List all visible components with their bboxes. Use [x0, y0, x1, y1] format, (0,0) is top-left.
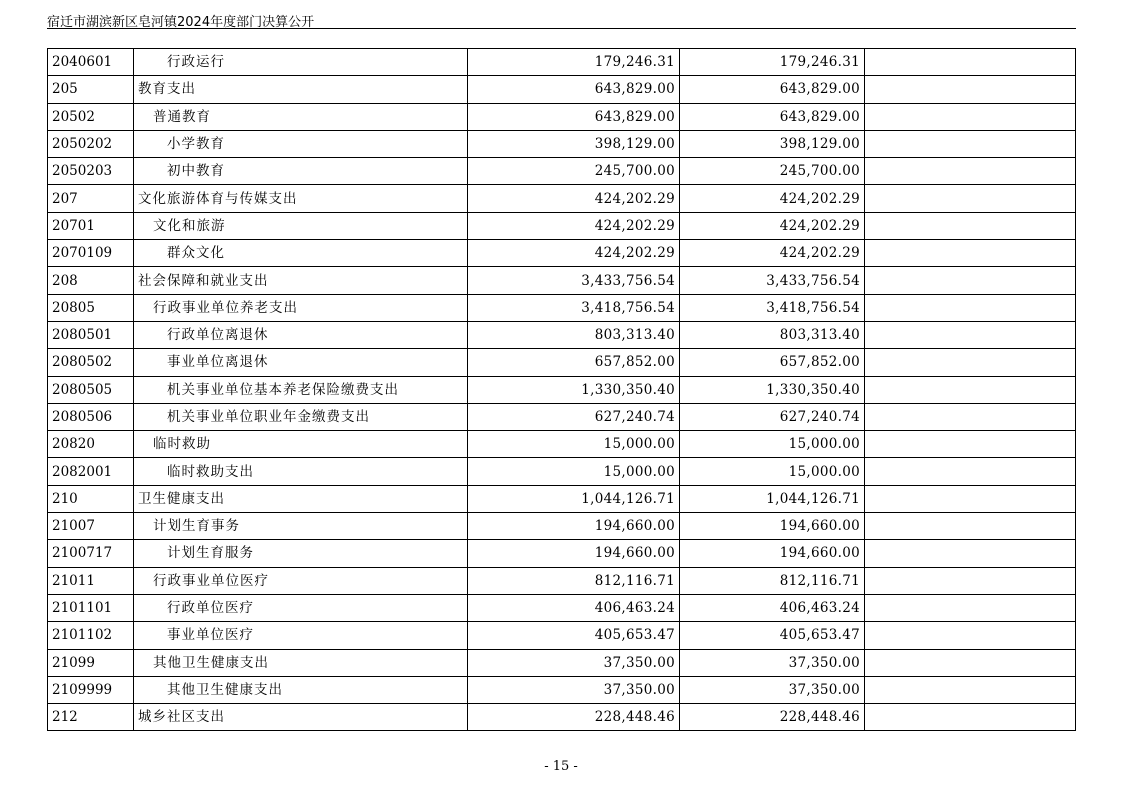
row-name-cell: 其他卫生健康支出 — [134, 676, 468, 703]
row-total-cell: 803,313.40 — [468, 321, 680, 348]
row-total-cell: 398,129.00 — [468, 130, 680, 157]
table-row — [48, 103, 1076, 130]
row-basic-cell: 228,448.46 — [680, 704, 865, 731]
row-total-cell: 657,852.00 — [468, 349, 680, 376]
row-name-cell: 临时救助支出 — [134, 458, 468, 485]
row-project-cell — [865, 158, 1076, 185]
row-code-cell: 2080506 — [48, 403, 134, 430]
row-basic-cell: 194,660.00 — [680, 540, 865, 567]
row-code-cell: 2080505 — [48, 376, 134, 403]
row-code-cell: 20502 — [48, 103, 134, 130]
table-row — [48, 321, 1076, 348]
row-project-cell — [865, 267, 1076, 294]
row-name-cell: 行政事业单位养老支出 — [134, 294, 468, 321]
row-name-cell: 计划生育服务 — [134, 540, 468, 567]
row-basic-cell: 1,044,126.71 — [680, 485, 865, 512]
row-basic-cell: 424,202.29 — [680, 185, 865, 212]
row-project-cell — [865, 649, 1076, 676]
row-basic-cell: 37,350.00 — [680, 676, 865, 703]
row-project-cell — [865, 212, 1076, 239]
row-code-cell: 2101102 — [48, 622, 134, 649]
row-total-cell: 643,829.00 — [468, 103, 680, 130]
table-row — [48, 158, 1076, 185]
row-code-cell: 2082001 — [48, 458, 134, 485]
row-code-cell: 2050203 — [48, 158, 134, 185]
row-name-cell: 机关事业单位职业年金缴费支出 — [134, 403, 468, 430]
row-basic-cell: 657,852.00 — [680, 349, 865, 376]
table-row — [48, 540, 1076, 567]
row-total-cell: 643,829.00 — [468, 76, 680, 103]
row-code-cell: 212 — [48, 704, 134, 731]
row-code-cell: 2109999 — [48, 676, 134, 703]
table-row — [48, 513, 1076, 540]
row-name-cell: 群众文化 — [134, 240, 468, 267]
row-project-cell — [865, 622, 1076, 649]
row-basic-cell: 15,000.00 — [680, 458, 865, 485]
row-project-cell — [865, 321, 1076, 348]
expenditure-table — [47, 48, 1076, 731]
row-basic-cell: 424,202.29 — [680, 212, 865, 239]
row-project-cell — [865, 130, 1076, 157]
row-code-cell: 208 — [48, 267, 134, 294]
row-code-cell: 20701 — [48, 212, 134, 239]
row-name-cell: 卫生健康支出 — [134, 485, 468, 512]
row-basic-cell: 37,350.00 — [680, 649, 865, 676]
row-code-cell: 20820 — [48, 431, 134, 458]
row-basic-cell: 1,330,350.40 — [680, 376, 865, 403]
header-rule — [47, 28, 1076, 29]
row-total-cell: 15,000.00 — [468, 458, 680, 485]
row-basic-cell: 424,202.29 — [680, 240, 865, 267]
row-project-cell — [865, 485, 1076, 512]
row-code-cell: 2100717 — [48, 540, 134, 567]
table-row — [48, 594, 1076, 621]
row-name-cell: 计划生育事务 — [134, 513, 468, 540]
row-total-cell: 627,240.74 — [468, 403, 680, 430]
row-basic-cell: 398,129.00 — [680, 130, 865, 157]
row-code-cell: 210 — [48, 485, 134, 512]
row-name-cell: 教育支出 — [134, 76, 468, 103]
expenditure-table-body — [48, 49, 1076, 731]
row-project-cell — [865, 431, 1076, 458]
row-basic-cell: 406,463.24 — [680, 594, 865, 621]
row-total-cell: 812,116.71 — [468, 567, 680, 594]
row-total-cell: 1,330,350.40 — [468, 376, 680, 403]
row-total-cell: 3,433,756.54 — [468, 267, 680, 294]
row-name-cell: 行政单位离退休 — [134, 321, 468, 348]
row-project-cell — [865, 294, 1076, 321]
row-project-cell — [865, 403, 1076, 430]
table-row — [48, 649, 1076, 676]
row-name-cell: 事业单位离退休 — [134, 349, 468, 376]
row-basic-cell: 194,660.00 — [680, 513, 865, 540]
row-code-cell: 2101101 — [48, 594, 134, 621]
row-project-cell — [865, 513, 1076, 540]
row-total-cell: 245,700.00 — [468, 158, 680, 185]
row-project-cell — [865, 49, 1076, 76]
row-total-cell: 424,202.29 — [468, 185, 680, 212]
table-row — [48, 403, 1076, 430]
row-code-cell: 2040601 — [48, 49, 134, 76]
row-project-cell — [865, 185, 1076, 212]
row-total-cell: 424,202.29 — [468, 212, 680, 239]
row-project-cell — [865, 240, 1076, 267]
row-basic-cell: 15,000.00 — [680, 431, 865, 458]
table-row — [48, 676, 1076, 703]
table-row — [48, 267, 1076, 294]
table-row — [48, 622, 1076, 649]
row-basic-cell: 627,240.74 — [680, 403, 865, 430]
row-name-cell: 文化旅游体育与传媒支出 — [134, 185, 468, 212]
row-project-cell — [865, 376, 1076, 403]
row-project-cell — [865, 567, 1076, 594]
row-basic-cell: 643,829.00 — [680, 76, 865, 103]
row-code-cell: 2050202 — [48, 130, 134, 157]
table-row — [48, 376, 1076, 403]
table-row — [48, 431, 1076, 458]
row-basic-cell: 803,313.40 — [680, 321, 865, 348]
row-name-cell: 城乡社区支出 — [134, 704, 468, 731]
row-project-cell — [865, 540, 1076, 567]
row-name-cell: 初中教育 — [134, 158, 468, 185]
row-project-cell — [865, 76, 1076, 103]
row-basic-cell: 3,418,756.54 — [680, 294, 865, 321]
row-basic-cell: 3,433,756.54 — [680, 267, 865, 294]
table-row — [48, 458, 1076, 485]
row-name-cell: 临时救助 — [134, 431, 468, 458]
row-total-cell: 37,350.00 — [468, 649, 680, 676]
row-code-cell: 2080501 — [48, 321, 134, 348]
row-total-cell: 405,653.47 — [468, 622, 680, 649]
row-name-cell: 机关事业单位基本养老保险缴费支出 — [134, 376, 468, 403]
row-project-cell — [865, 349, 1076, 376]
row-basic-cell: 405,653.47 — [680, 622, 865, 649]
table-row — [48, 212, 1076, 239]
row-name-cell: 行政事业单位医疗 — [134, 567, 468, 594]
row-code-cell: 20805 — [48, 294, 134, 321]
table-row — [48, 130, 1076, 157]
row-code-cell: 205 — [48, 76, 134, 103]
row-code-cell: 21099 — [48, 649, 134, 676]
row-code-cell: 21007 — [48, 513, 134, 540]
row-basic-cell: 245,700.00 — [680, 158, 865, 185]
row-project-cell — [865, 676, 1076, 703]
row-name-cell: 其他卫生健康支出 — [134, 649, 468, 676]
row-project-cell — [865, 594, 1076, 621]
table-row — [48, 49, 1076, 76]
row-total-cell: 37,350.00 — [468, 676, 680, 703]
table-row — [48, 240, 1076, 267]
row-name-cell: 普通教育 — [134, 103, 468, 130]
row-name-cell: 小学教育 — [134, 130, 468, 157]
row-total-cell: 424,202.29 — [468, 240, 680, 267]
table-row — [48, 567, 1076, 594]
row-basic-cell: 179,246.31 — [680, 49, 865, 76]
row-basic-cell: 812,116.71 — [680, 567, 865, 594]
page-number: - 15 - — [544, 759, 578, 774]
page-header-title: 宿迁市湖滨新区皂河镇2024年度部门决算公开 — [47, 15, 315, 30]
row-name-cell: 文化和旅游 — [134, 212, 468, 239]
row-code-cell: 207 — [48, 185, 134, 212]
row-project-cell — [865, 704, 1076, 731]
row-code-cell: 21011 — [48, 567, 134, 594]
row-total-cell: 228,448.46 — [468, 704, 680, 731]
row-total-cell: 194,660.00 — [468, 513, 680, 540]
row-name-cell: 行政运行 — [134, 49, 468, 76]
table-row — [48, 76, 1076, 103]
row-project-cell — [865, 458, 1076, 485]
row-code-cell: 2080502 — [48, 349, 134, 376]
row-total-cell: 1,044,126.71 — [468, 485, 680, 512]
table-row — [48, 294, 1076, 321]
table-row — [48, 185, 1076, 212]
row-basic-cell: 643,829.00 — [680, 103, 865, 130]
table-row — [48, 704, 1076, 731]
table-row — [48, 349, 1076, 376]
row-project-cell — [865, 103, 1076, 130]
row-total-cell: 179,246.31 — [468, 49, 680, 76]
row-name-cell: 社会保障和就业支出 — [134, 267, 468, 294]
row-total-cell: 15,000.00 — [468, 431, 680, 458]
row-name-cell: 事业单位医疗 — [134, 622, 468, 649]
row-name-cell: 行政单位医疗 — [134, 594, 468, 621]
row-total-cell: 406,463.24 — [468, 594, 680, 621]
row-total-cell: 3,418,756.54 — [468, 294, 680, 321]
table-row — [48, 485, 1076, 512]
row-total-cell: 194,660.00 — [468, 540, 680, 567]
row-code-cell: 2070109 — [48, 240, 134, 267]
